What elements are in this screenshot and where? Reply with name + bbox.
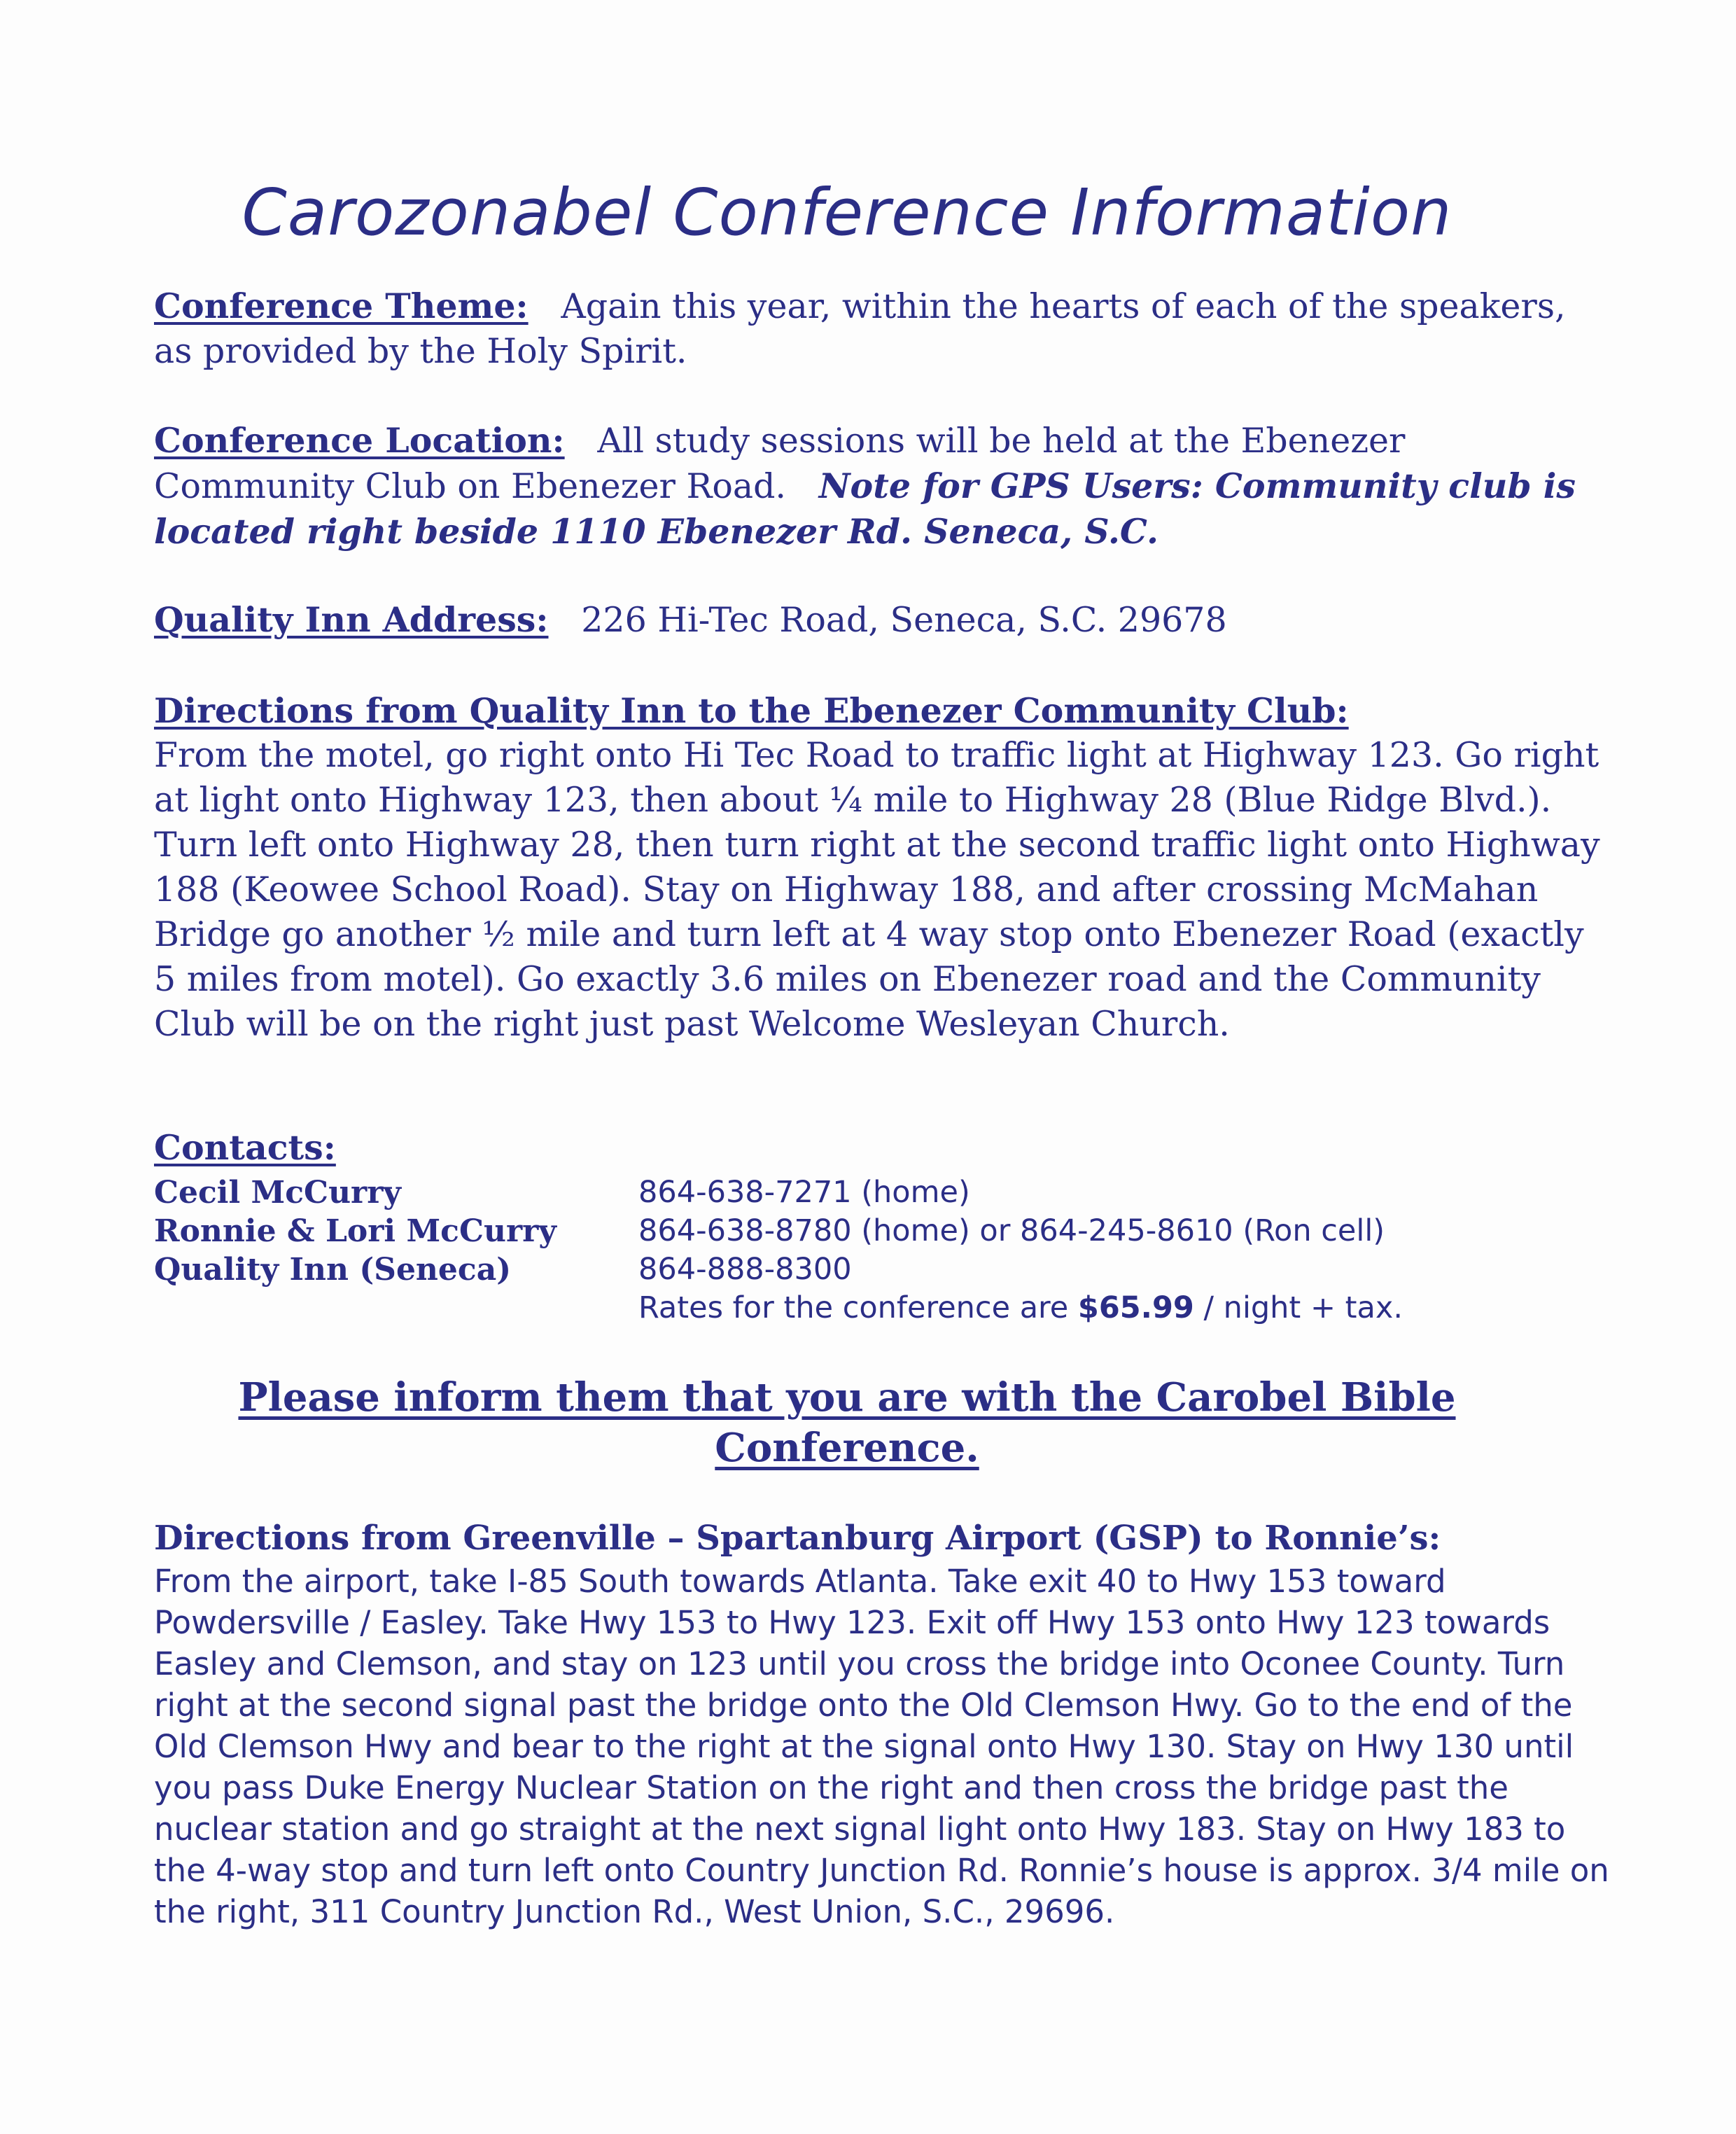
contact-name: Quality Inn (Seneca) (154, 1252, 512, 1288)
theme-text: Again this year, within the hearts of each of the speakers, as provided by the Holy Spirit. (154, 286, 1566, 371)
rate-text (638, 1290, 1403, 1325)
directions-club-section (154, 688, 1610, 1047)
theme-label: Conference Theme: (154, 286, 528, 326)
location-text: All study sessions will be held at the Ebenezer Community Club on Ebenezer Road. (154, 421, 1406, 506)
contacts-label: Contacts: (154, 1127, 336, 1168)
location-label: Conference Location: (154, 420, 565, 461)
rate-row (154, 1290, 1624, 1330)
inn-address-section (154, 597, 1610, 643)
contact-row (154, 1175, 1624, 1214)
theme-section (154, 284, 1610, 374)
directions-club-text: From the motel, go right onto Hi Tec Road to traffic light at Highway 123. Go right at light onto Highway 123, then about ¼ mile to Highway 28 (Blue Ridge Blvd.). Turn left onto Highway 28, then turn right at the second traffic light onto Highway 188 (Keowee School Road). Stay on Highway 188, and after crossing McMahan Bridge go another ½ mile and turn left at 4 way stop onto Ebenezer Road (exactly 5 miles from motel). Go exactly 3.6 miles on Ebenezer road and the Community Club will be on the right just past Welcome Wesleyan Church. (154, 735, 1600, 1044)
directions-gsp-text: From the airport, take I-85 South towards Atlanta. Take exit 40 to Hwy 153 toward Powdersville / Easley. Take Hwy 153 to Hwy 123. Exit off Hwy 153 onto Hwy 123 towards Easley and Clemson, and stay on 123 until you cross the bridge into Oconee County. Turn right at the second signal past the bridge onto the Old Clemson Hwy. Go to the end of the Old Clemson Hwy and bear to the right at the signal onto Hwy 130. Stay on Hwy 130 until you pass Duke Energy Nuclear Station on the right and then cross the bridge past the nuclear station and go straight at the next signal light onto Hwy 183. Stay on Hwy 183 to the 4-way stop and turn left onto Country Junction Rd. Ronnie’s house is approx. 3/4 mile on the right, 311 Country Junction Rd., West Union, S.C., 29696. (154, 1563, 1609, 1930)
rate-suffix: / night + tax. (1203, 1290, 1403, 1325)
rate-prefix: Rates for the conference are (638, 1290, 1069, 1325)
directions-gsp-section (154, 1516, 1610, 1932)
page-title: Carozonabel Conference Information (241, 175, 1452, 250)
inn-address-text: 226 Hi-Tec Road, Seneca, S.C. 29678 (581, 600, 1227, 640)
inn-address-label: Quality Inn Address: (154, 599, 549, 640)
contact-name: Ronnie & Lori McCurry (154, 1213, 556, 1249)
contact-row (154, 1213, 1624, 1253)
gps-note: Note for GPS Users: Community club is located right beside 1110 Ebenezer Rd. Seneca, S.C. (154, 466, 1576, 552)
contact-phone: 864-638-8780 (home) or 864-245-8610 (Ron cell) (638, 1213, 1385, 1248)
rate-amount: $65.99 (1077, 1290, 1194, 1325)
location-section (154, 418, 1610, 555)
inform-notice: Please inform them that you are with the Carobel Bible Conference. (238, 1374, 1456, 1471)
directions-club-label: Directions from Quality Inn to the Ebenezer Community Club: (154, 690, 1349, 731)
contact-phone: 864-888-8300 (638, 1252, 852, 1287)
directions-gsp-label: Directions from Greenville – Spartanburg Airport (GSP) to Ronnie’s: (154, 1519, 1441, 1558)
contact-name: Cecil McCurry (154, 1175, 401, 1211)
contact-row (154, 1252, 1624, 1291)
contact-phone: 864-638-7271 (home) (638, 1175, 970, 1210)
